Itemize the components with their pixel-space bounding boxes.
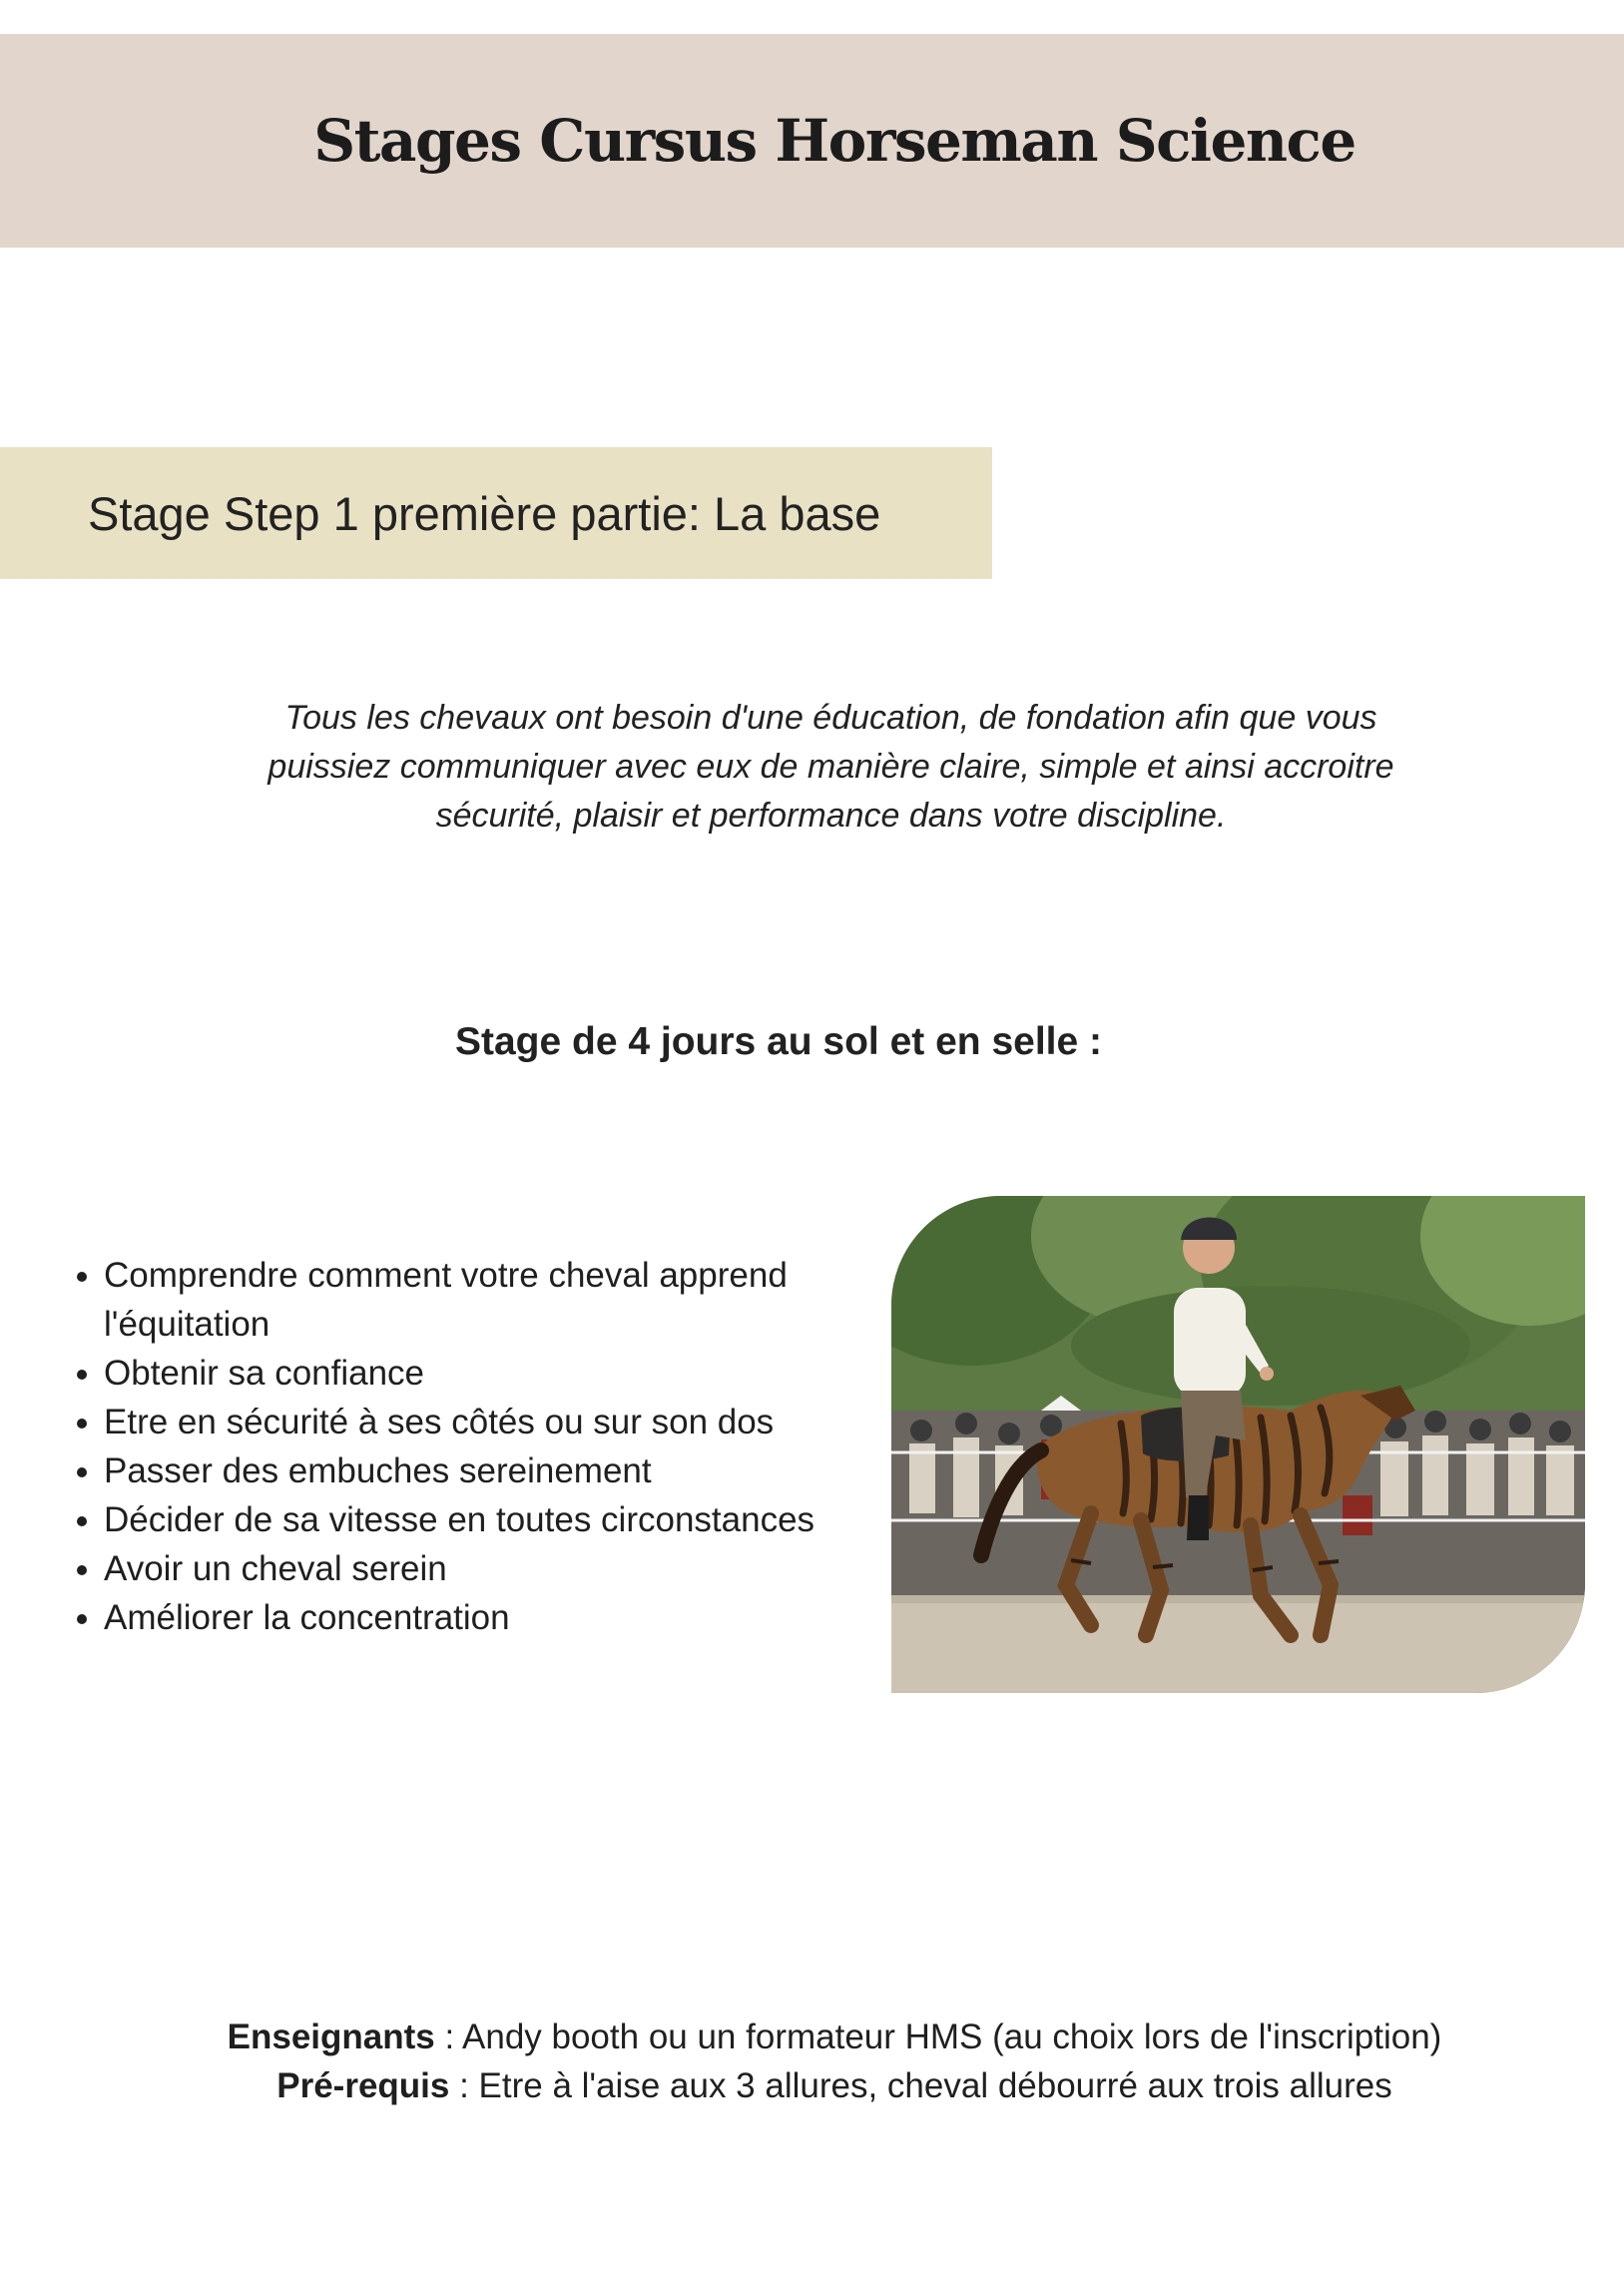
prerequisites-label: Pré-requis [276, 2066, 450, 2105]
section-title: Stage Step 1 première partie: La base [88, 486, 881, 540]
rider-zebra-horse-photo [891, 1196, 1585, 1693]
list-item: • Comprendre comment votre cheval apprend l'équitation [104, 1251, 932, 1349]
list-item: • Améliorer la concentration [104, 1593, 932, 1642]
objectives-list [66, 1251, 932, 1642]
list-item: • Etre en sécurité à ses côtés ou sur son dos [104, 1398, 932, 1446]
list-item: • Avoir un cheval serein [104, 1544, 932, 1593]
list-item: • Décider de sa vitesse en toutes circonstances [104, 1495, 932, 1544]
footer-info [0, 2012, 1624, 2110]
teachers-label: Enseignants [227, 2017, 435, 2056]
list-item: • Obtenir sa confiance [104, 1349, 932, 1398]
page-title: Stages Cursus Horseman Science [313, 107, 1355, 175]
intro-paragraph: Tous les chevaux ont besoin d'une éducation, de fondation afin que vous puissiez communiquer avec eux de manière claire, simple et ainsi accroitre sécurité, plaisir et performance dans votre discipline. [268, 699, 1394, 835]
course-subheading: Stage de 4 jours au sol et en selle : [454, 1020, 1103, 1063]
list-item: • Passer des embuches sereinement [104, 1446, 932, 1495]
prerequisites-text: : Etre à l'aise aux 3 allures, cheval débourré aux trois allures [449, 2066, 1392, 2105]
teachers-text: : Andy booth ou un formateur HMS (au choix lors de l'inscription) [434, 2017, 1442, 2056]
